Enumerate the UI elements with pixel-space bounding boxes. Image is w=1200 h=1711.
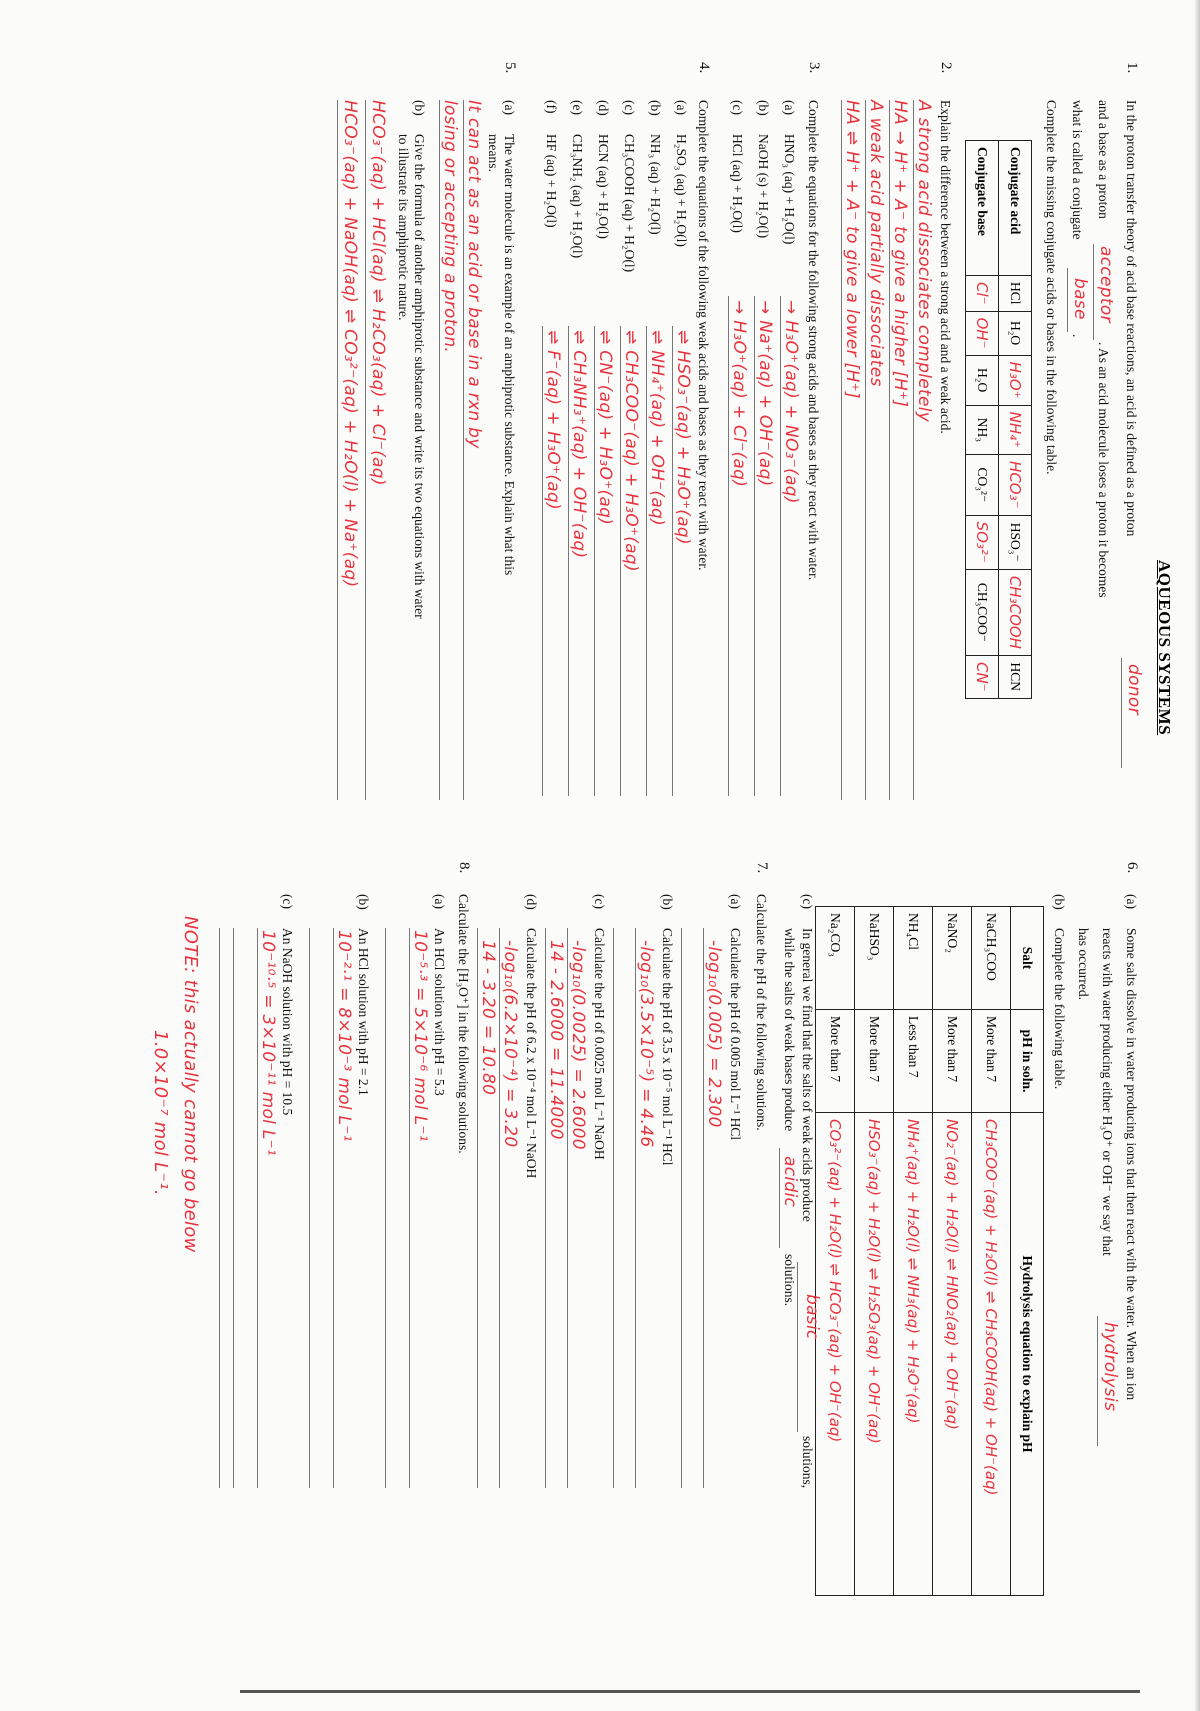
q7-item-question: Calculate the pH of 0.0025 mol L⁻¹ NaOH bbox=[592, 928, 607, 1160]
conjugate-acid-cell: HCN bbox=[999, 655, 1032, 698]
q2-rule-3 bbox=[865, 100, 866, 800]
q2-answer-line1: A strong acid dissociates completely bbox=[914, 100, 934, 423]
q7-item-rule bbox=[703, 928, 704, 1488]
q1-blank-acceptor bbox=[1093, 244, 1094, 340]
q7-item-rule bbox=[613, 928, 614, 1488]
q6a-blank bbox=[1097, 1316, 1098, 1446]
q4-item-answer: ⇌ CN⁻(aq) + H₃O⁺(aq) bbox=[595, 330, 615, 526]
q3-item-answer: → H₃O⁺(aq) + Cl⁻(aq) bbox=[729, 300, 749, 488]
q5b-answer-line2: HCO₃⁻(aq) + NaOH(aq) ⇌ CO₃²⁻(aq) + H₂O(l) + Na⁺(aq) bbox=[340, 100, 360, 588]
page-title: AQUEOUS SYSTEMS bbox=[1155, 560, 1174, 736]
conjugate-base-cell: Cl⁻ bbox=[966, 276, 999, 312]
q4-item-label: (d) bbox=[596, 100, 611, 116]
q8-item-rule bbox=[333, 928, 334, 1488]
q6a-answer: hydrolysis bbox=[1100, 1322, 1120, 1412]
q7-number: 7. bbox=[754, 862, 770, 874]
hydrolysis-table-row bbox=[894, 907, 933, 1596]
q4-item-answer: ⇌ NH₄⁺(aq) + OH⁻(aq) bbox=[647, 330, 667, 527]
hydrolysis-equation-cell: HSO₃⁻(aq) + H₂O(l) ⇌ H₂SO₃(aq) + OH⁻(aq) bbox=[855, 1113, 894, 1596]
q7-item-rule bbox=[477, 928, 478, 1488]
q1-blank-donor bbox=[1121, 658, 1122, 768]
ph-cell: Less than 7 bbox=[894, 1010, 933, 1113]
q5b-text1: Give the formula of another amphiprotic substance and write its two equations with water bbox=[412, 134, 427, 619]
q4-item-rule bbox=[620, 326, 621, 796]
q2-answer-line4: HA ⇌ H⁺ + A⁻ to give a lower [H⁺] bbox=[842, 100, 862, 399]
q5b-text2: to illustrate its amphiprotic nature. bbox=[396, 134, 411, 321]
q4-item-label: (c) bbox=[622, 100, 637, 115]
conjugate-base-cell: NH₃ bbox=[966, 405, 999, 454]
q8-item-question: An NaOH solution with pH = 10.5 bbox=[280, 928, 295, 1116]
q4-item-answer: ⇌ CH₃COO⁻(aq) + H₃O⁺(aq) bbox=[621, 330, 641, 572]
conjugate-base-cell: CN⁻ bbox=[966, 655, 999, 698]
ph-cell: More than 7 bbox=[933, 1010, 972, 1113]
hydrolysis-equation-cell: NH₄⁺(aq) + H₂O(l) ⇌ NH₃(aq) + H₃O⁺(aq) bbox=[894, 1113, 933, 1596]
hydrolysis-table-row bbox=[855, 907, 894, 1596]
scan-edge-shadow bbox=[1194, 0, 1200, 1711]
hydrolysis-table bbox=[815, 906, 1044, 1596]
q4-item-equation: CH₃NH₂ (aq) + H₂O(l) bbox=[570, 134, 585, 259]
q4-item-rule bbox=[646, 326, 647, 796]
hydrolysis-table-row bbox=[933, 907, 972, 1596]
conjugate-acid-cell: H₃O⁺ bbox=[999, 355, 1032, 405]
q4-item-equation: CH₃COOH (aq) + H₂O(l) bbox=[622, 134, 637, 273]
q6c-label: (c) bbox=[800, 894, 815, 909]
q2-answer-line2: HA → H⁺ + A⁻ to give a higher [H⁺] bbox=[890, 100, 910, 408]
q4-item-answer: ⇌ F⁻(aq) + H₃O⁺(aq) bbox=[543, 330, 563, 511]
q7-item-rule bbox=[499, 928, 500, 1488]
q6c-text1a: In general we find that the salts of weak acids produce bbox=[800, 928, 815, 1222]
q7-item-answer: -log₁₀(0.0025) = 2.6000 bbox=[568, 940, 588, 1150]
q7-item-answer: 14 - 3.20 = 10.80 bbox=[478, 940, 498, 1096]
salt-cell: NH₄Cl bbox=[894, 907, 933, 1010]
q3-item-equation: HNO₃ (aq) + H₂O(l) bbox=[782, 134, 797, 245]
scan-margin bbox=[0, 1500, 1200, 1711]
q6a-label: (a) bbox=[1124, 894, 1139, 909]
conjugate-acid-row bbox=[999, 141, 1032, 699]
q7-item-question: Calculate the pH of 0.005 mol L⁻¹ HCl bbox=[728, 928, 743, 1141]
q5a-label: (a) bbox=[502, 100, 517, 115]
q4-item-label: (e) bbox=[570, 100, 585, 115]
conjugate-base-label: Conjugate base bbox=[966, 141, 999, 276]
q5b-answer-line1: HCO₃⁻(aq) + HCl(aq) ⇌ H₂CO₃(aq) + Cl⁻(aq) bbox=[368, 100, 388, 486]
q8-item-rule bbox=[233, 928, 234, 1488]
q6a-text2: reacts with water producing either H₃O⁺ or OH⁻ we say that bbox=[1100, 928, 1115, 1256]
q3-item-rule bbox=[754, 296, 755, 796]
conjugate-base-cell: CH₃COO⁻ bbox=[966, 569, 999, 655]
hydrolysis-table-row bbox=[972, 907, 1011, 1596]
q7-item-label: (a) bbox=[728, 894, 743, 909]
q4-item-rule bbox=[594, 326, 595, 796]
q1-line4: Complete the missing conjugate acids or bases in the following table. bbox=[1044, 100, 1059, 475]
q8-note-line1: NOTE: this actually cannot go below bbox=[180, 916, 201, 1253]
q8-item-question: An HCl solution with pH = 5.3 bbox=[432, 928, 447, 1096]
q5-number: 5. bbox=[502, 62, 518, 74]
q7-item-rule bbox=[567, 928, 568, 1488]
equation-header: Hydrolysis equation to explain pH bbox=[1011, 1113, 1044, 1596]
q1-blank-base bbox=[1067, 268, 1068, 332]
q8-item-rule bbox=[309, 928, 310, 1488]
q8-item-answer: 10⁻⁵·³ = 5×10⁻⁶ mol L⁻¹ bbox=[410, 930, 430, 1142]
q5a-rule-2 bbox=[439, 100, 440, 800]
q6c-text1b: solutions, bbox=[800, 1436, 815, 1489]
q6c-answer2: acidic bbox=[780, 1156, 800, 1208]
q7-item-answer: 14 - 2.6000 = 11.4000 bbox=[546, 940, 566, 1140]
q7-item-answer: -log₁₀(0.005) = 2.300 bbox=[704, 940, 724, 1128]
q5b-label: (b) bbox=[412, 100, 427, 116]
salt-cell: NaHSO₃ bbox=[855, 907, 894, 1010]
ph-cell: More than 7 bbox=[855, 1010, 894, 1113]
q3-item-equation: HCl (aq) + H₂O(l) bbox=[730, 134, 745, 233]
q4-item-label: (a) bbox=[674, 100, 689, 115]
conjugate-acid-cell: NH₄⁺ bbox=[999, 405, 1032, 454]
q4-question: Complete the equations of the following weak acids and bases as they react with water. bbox=[696, 100, 711, 571]
q1-line3b: . bbox=[1070, 334, 1085, 338]
conjugate-table bbox=[965, 140, 1032, 699]
q4-item-equation: H₂SO₃ (aq) + H₂O(l) bbox=[674, 134, 689, 247]
q3-item-label: (a) bbox=[782, 100, 797, 115]
q1-line2a: and a base as a proton bbox=[1096, 100, 1111, 219]
ph-cell: More than 7 bbox=[972, 1010, 1011, 1113]
q3-item-answer: → Na⁺(aq) + OH⁻(aq) bbox=[755, 300, 775, 487]
hydrolysis-equation-cell: NO₂⁻(aq) + H₂O(l) ⇌ HNO₂(aq) + OH⁻(aq) bbox=[933, 1113, 972, 1596]
q8-final-rule bbox=[219, 928, 220, 1488]
q6c-text2b: solutions. bbox=[782, 1254, 797, 1307]
q7-item-question: Calculate the pH of 6.2 x 10⁻⁴ mol L⁻¹ NaOH bbox=[524, 928, 539, 1179]
q6-number: 6. bbox=[1124, 862, 1140, 874]
q7-item-rule bbox=[681, 928, 682, 1488]
q1-answer-acceptor: acceptor bbox=[1096, 246, 1116, 323]
q8-question: Calculate the [H₃O⁺] in the following solutions. bbox=[456, 894, 471, 1154]
q2-question: Explain the difference between a strong acid and a weak acid. bbox=[938, 100, 953, 434]
conjugate-base-cell: H₂O bbox=[966, 355, 999, 405]
conjugate-base-cell: CO₃²⁻ bbox=[966, 455, 999, 516]
q3-item-equation: NaOH (s) + H₂O(l) bbox=[756, 134, 771, 239]
conjugate-acid-cell: CH₃COOH bbox=[999, 569, 1032, 655]
q5a-answer-line2: losing or accepting a proton. bbox=[440, 100, 460, 354]
q6a-text3: has occurred. bbox=[1076, 928, 1091, 1000]
q5a-answer-line1: It can act as an acid or base in a rxn by bbox=[464, 100, 484, 449]
q3-item-label: (b) bbox=[756, 100, 771, 116]
conjugate-acid-cell: HSO₃⁻ bbox=[999, 515, 1032, 569]
q7-item-answer: -log₁₀(3.5×10⁻⁵) = 4.46 bbox=[636, 940, 656, 1148]
conjugate-base-row bbox=[966, 141, 999, 699]
conjugate-acid-cell: H₂O bbox=[999, 311, 1032, 355]
q4-item-equation: NH₃ (aq) + H₂O(l) bbox=[648, 134, 663, 235]
q4-item-rule bbox=[542, 326, 543, 796]
q4-item-rule bbox=[672, 326, 673, 796]
q8-item-answer: 10⁻²·¹ = 8×10⁻³ mol L⁻¹ bbox=[334, 930, 354, 1142]
q6a-text1: Some salts dissolve in water producing ions that then react with the water. When an ion bbox=[1124, 928, 1139, 1401]
q3-question: Complete the equations for the following strong acids and bases as they react with water. bbox=[806, 100, 821, 581]
q7-item-question: Calculate the pH of 3.5 x 10⁻⁵ mol L⁻¹ HCl bbox=[660, 928, 675, 1166]
scan-edge-line bbox=[240, 1690, 1140, 1693]
q5a-text1: The water molecule is an example of an amphiprotic substance. Explain what this bbox=[502, 134, 517, 576]
q2-answer-line3: A weak acid partially dissociates bbox=[866, 100, 886, 387]
q6c-text2a: while the salts of weak bases produce bbox=[782, 928, 797, 1132]
q4-item-label: (b) bbox=[648, 100, 663, 116]
q8-number: 8. bbox=[456, 862, 472, 874]
q4-item-answer: ⇌ HSO₃⁻(aq) + H₃O⁺(aq) bbox=[673, 330, 693, 545]
q8-item-answer: 10⁻¹⁰·⁵ = 3×10⁻¹¹ mol L⁻¹ bbox=[258, 930, 278, 1157]
q7-item-answer: -log₁₀(6.2×10⁻⁴) = 3.20 bbox=[500, 940, 520, 1148]
q7-item-rule bbox=[635, 928, 636, 1488]
q7-item-label: (b) bbox=[660, 894, 675, 910]
q3-item-answer: → H₃O⁺(aq) + NO₃⁻(aq) bbox=[781, 300, 801, 504]
q1-line3a: what is called a conjugate bbox=[1070, 100, 1085, 240]
q6b-label: (b) bbox=[1052, 894, 1067, 910]
q4-item-equation: HCN (aq) + H₂O(l) bbox=[596, 134, 611, 239]
q2-number: 2. bbox=[938, 62, 954, 74]
salt-header: Salt bbox=[1011, 907, 1044, 1010]
q4-item-rule bbox=[568, 326, 569, 796]
q1-number: 1. bbox=[1124, 62, 1140, 74]
q3-item-rule bbox=[780, 296, 781, 796]
q6c-answer1: basic bbox=[802, 1294, 822, 1340]
q4-item-equation: HF (aq) + H₂O(l) bbox=[544, 134, 559, 228]
q8-item-rule bbox=[385, 928, 386, 1488]
q8-item-rule bbox=[257, 928, 258, 1488]
hydrolysis-table-header bbox=[1011, 907, 1044, 1596]
q1-answer-base: base bbox=[1070, 278, 1090, 320]
q3-number: 3. bbox=[806, 62, 822, 74]
conjugate-base-cell: SO₃²⁻ bbox=[966, 515, 999, 569]
q5a-rule-1 bbox=[463, 100, 464, 800]
q3-item-rule bbox=[728, 296, 729, 796]
hydrolysis-table-row bbox=[816, 907, 855, 1596]
q1-line2b: . As an acid molecule loses a proton it becomes bbox=[1096, 342, 1111, 598]
q4-number: 4. bbox=[696, 62, 712, 74]
q5a-text2: means. bbox=[486, 134, 501, 172]
ph-header: pH in soln. bbox=[1011, 1010, 1044, 1113]
q3-item-label: (c) bbox=[730, 100, 745, 115]
q2-rule-1 bbox=[913, 100, 914, 800]
q4-item-label: (f) bbox=[544, 100, 559, 114]
q7-item-label: (d) bbox=[524, 894, 539, 910]
q8-item-rule bbox=[409, 928, 410, 1488]
q8-item-label: (c) bbox=[280, 894, 295, 909]
q4-item-answer: ⇌ CH₃NH₃⁺(aq) + OH⁻(aq) bbox=[569, 330, 589, 559]
q7-question: Calculate the pH of the following solutions. bbox=[754, 894, 769, 1131]
hydrolysis-equation-cell: CH₃COO⁻(aq) + H₂O(l) ⇌ CH₃COOH(aq) + OH⁻(aq) bbox=[972, 1113, 1011, 1596]
q1-line1: In the proton transfer theory of acid base reactions, an acid is defined as a proton bbox=[1124, 100, 1139, 537]
conjugate-acid-cell: HCO₃⁻ bbox=[999, 455, 1032, 516]
conjugate-acid-label: Conjugate acid bbox=[999, 141, 1032, 276]
q7-item-rule bbox=[545, 928, 546, 1488]
salt-cell: NaNO₂ bbox=[933, 907, 972, 1010]
q5b-rule-1 bbox=[365, 100, 366, 800]
salt-cell: Na₂CO₃ bbox=[816, 907, 855, 1010]
salt-cell: NaCH₃COO bbox=[972, 907, 1011, 1010]
q2-rule-2 bbox=[889, 100, 890, 800]
q1-answer-donor: donor bbox=[1124, 664, 1144, 715]
conjugate-acid-cell: HCl bbox=[999, 276, 1032, 312]
q7-item-label: (c) bbox=[592, 894, 607, 909]
conjugate-base-cell: OH⁻ bbox=[966, 311, 999, 355]
q8-note-line2: 1.0×10⁻⁷ mol L⁻¹. bbox=[150, 1030, 171, 1196]
q2-rule-4 bbox=[841, 100, 842, 800]
q8-item-question: An HCl solution with pH = 2.1 bbox=[356, 928, 371, 1096]
ph-cell: More than 7 bbox=[816, 1010, 855, 1113]
hydrolysis-equation-cell: CO₃²⁻(aq) + H₂O(l) ⇌ HCO₃⁻(aq) + OH⁻(aq) bbox=[816, 1113, 855, 1596]
q8-item-label: (b) bbox=[356, 894, 371, 910]
q5b-rule-2 bbox=[337, 100, 338, 800]
q8-item-label: (a) bbox=[432, 894, 447, 909]
q6b-text: Complete the following table. bbox=[1052, 928, 1067, 1090]
